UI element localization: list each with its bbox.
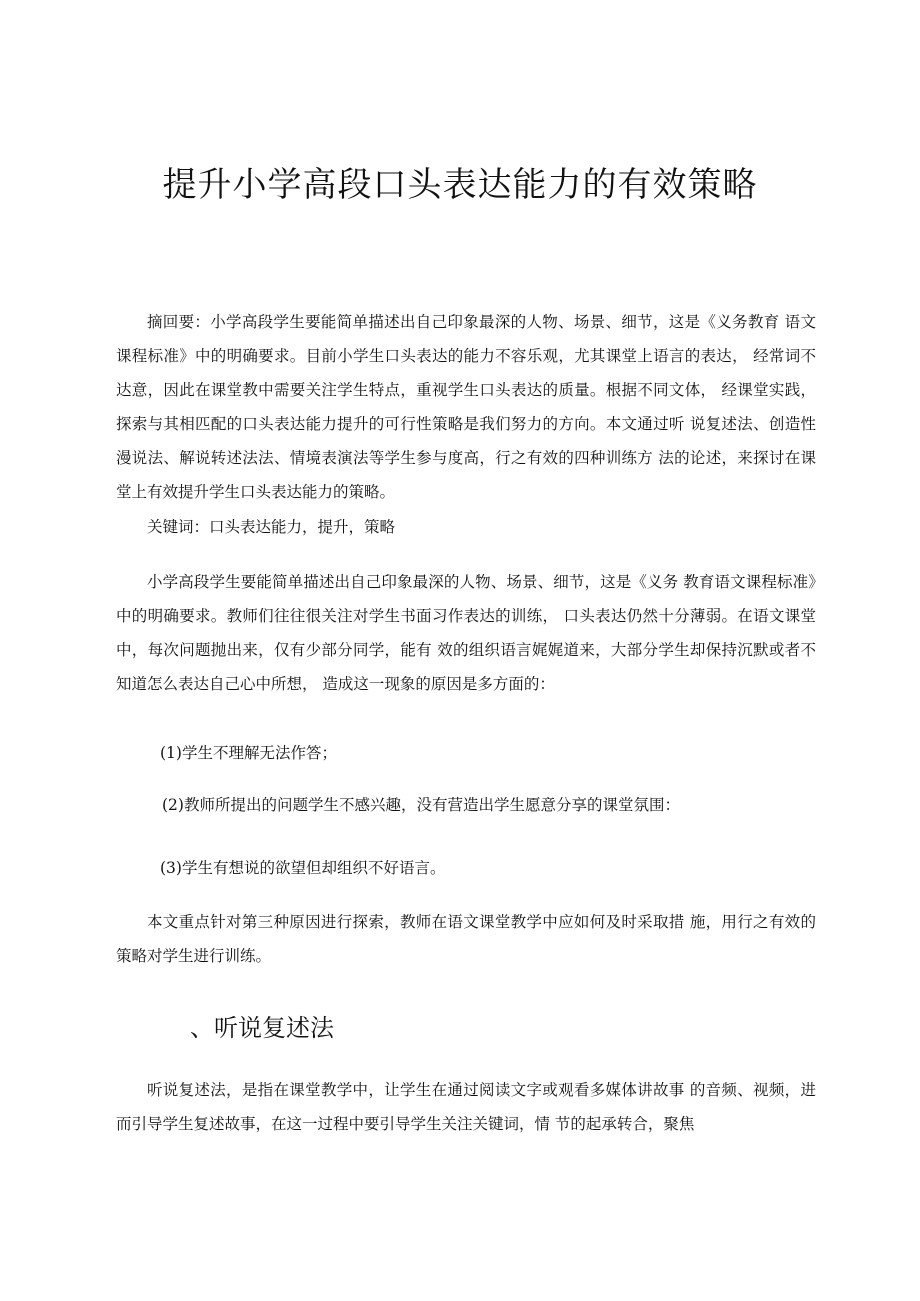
intro-paragraph: 小学高段学生要能简单描述出自己印象最深的人物、场景、细节，这是《义务 教育语文课程标准》中的明确要求。教师们往往很关注对学生书面习作表达的训练， 口头表达仍然十分薄弱。在语文课堂中，每次问题抛出来，仅有少部分同学，能有 效的组织语言娓娓道来，大部分学生却保持沉默或者不知道怎么表达自己心中所想， 造成这一现象的原因是多方面的： bbox=[116, 573, 816, 693]
section-heading: 、听说复述法 bbox=[190, 1014, 334, 1042]
keywords-line: 关键词：口头表达能力，提升，策略 bbox=[147, 518, 396, 536]
document-title: 提升小学高段口头表达能力的有效策略 bbox=[162, 165, 758, 205]
focus-paragraph: 本文重点针对第三种原因进行探索，教师在语文课堂教学中应如何及时采取措 施，用行之有效的策略对学生进行训练。 bbox=[116, 913, 816, 965]
reason-item-3: (3)学生有想说的欲望但却组织不好语言。 bbox=[160, 859, 446, 877]
section-body-paragraph: 听说复述法，是指在课堂教学中，让学生在通过阅读文字或观看多媒体讲故事 的音频、视频，进而引导学生复述故事，在这一过程中要引导学生关注关键词，情 节的起承转合，聚焦 bbox=[116, 1081, 816, 1133]
reason-item-1: (1)学生不理解无法作答； bbox=[160, 744, 337, 762]
abstract-paragraph: 摘回要：小学高段学生要能简单描述出自己印象最深的人物、场景、细节，这是《义务教育 语文课程标准》中的明确要求。目前小学生口头表达的能力不容乐观，尤其课堂上语言的表达， 经常词不达意，因此在课堂教中需要关注学生特点，重视学生口头表达的质量。根据不同文体， 经课堂实践，探索与其相匹配的口头表达能力提升的可行性策略是我们努力的方向。本文通过听 说复述法、创造性漫说法、解说转述法法、情境表演法等学生参与度高，行之有效的四种训练方 法的论述，来探讨在课堂上有效提升学生口头表达能力的策略。 bbox=[116, 313, 816, 501]
reason-item-2: (2)教师所提出的问题学生不感兴趣，没有营造出学生愿意分享的课堂氛围： bbox=[162, 796, 680, 814]
